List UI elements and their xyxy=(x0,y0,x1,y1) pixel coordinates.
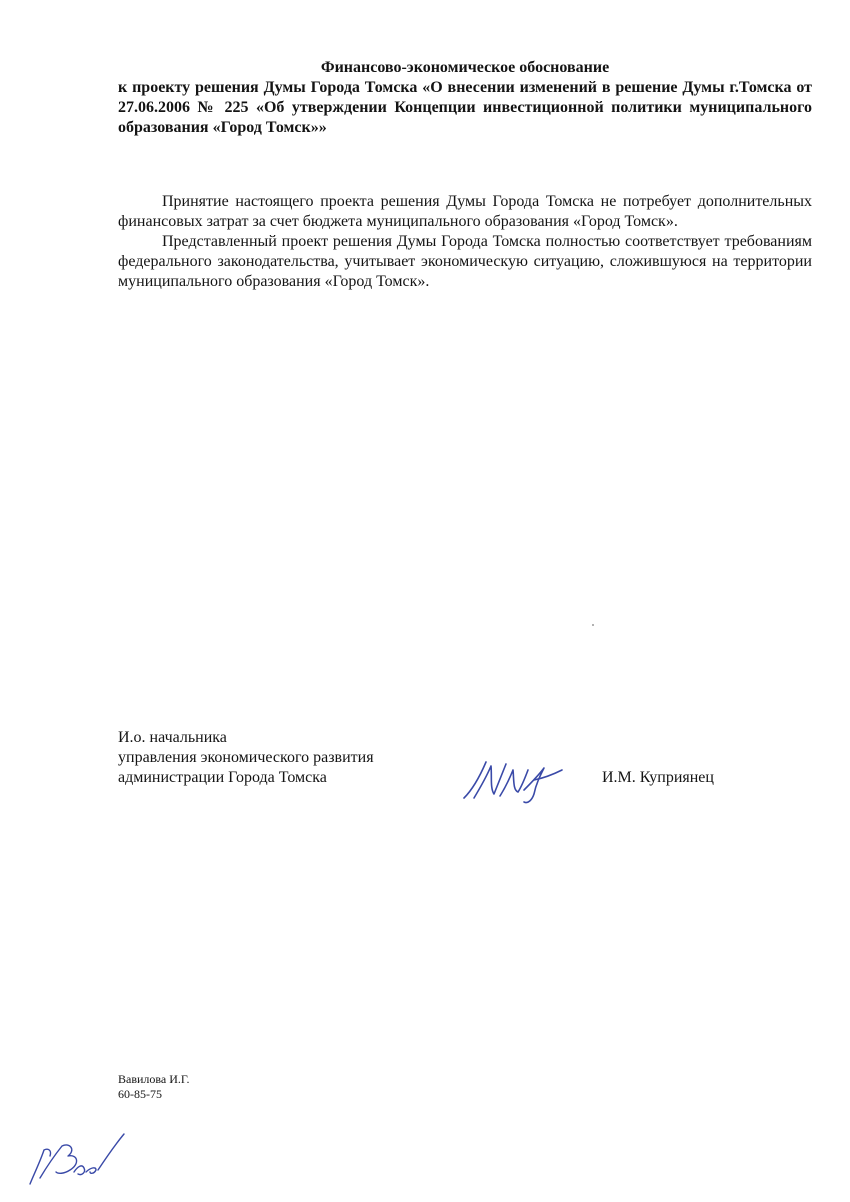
document-heading: Финансово-экономическое обоснование xyxy=(320,59,610,76)
executor-phone: 60-85-75 xyxy=(118,1087,162,1101)
document-body xyxy=(118,192,812,292)
signatory-position-line-3: администрации Города Томска xyxy=(118,769,327,786)
executor-name: Вавилова И.Г. xyxy=(118,1072,190,1086)
document-subject: к проекту решения Думы Города Томска «О внесении изменений в решение Думы г.Томска от 27.06.2006 № 225 «Об утверждении Концепции инвестиционной политики муниципального образования «Город Томск»» xyxy=(118,79,812,136)
scan-speck xyxy=(592,624,594,626)
signatory-position xyxy=(118,728,438,788)
body-paragraph-2: Представленный проект решения Думы Города Томска полностью соответствует требованиям федерального законодательства, учитывает экономическую ситуацию, сложившуюся на территории муниципального образования «Город Томск». xyxy=(118,233,812,290)
handwritten-initials xyxy=(24,1128,128,1192)
signatory-name: И.М. Куприянец xyxy=(602,769,714,786)
executor-info xyxy=(118,1072,190,1102)
body-paragraph-1: Принятие настоящего проекта решения Думы Города Томска не потребует дополнительных финансовых затрат за счет бюджета муниципального образования «Город Томск». xyxy=(118,193,812,230)
signatory-position-line-1: И.о. начальника xyxy=(118,729,227,746)
signatory-position-line-2: управления экономического развития xyxy=(118,749,374,766)
handwritten-signature xyxy=(458,750,568,806)
